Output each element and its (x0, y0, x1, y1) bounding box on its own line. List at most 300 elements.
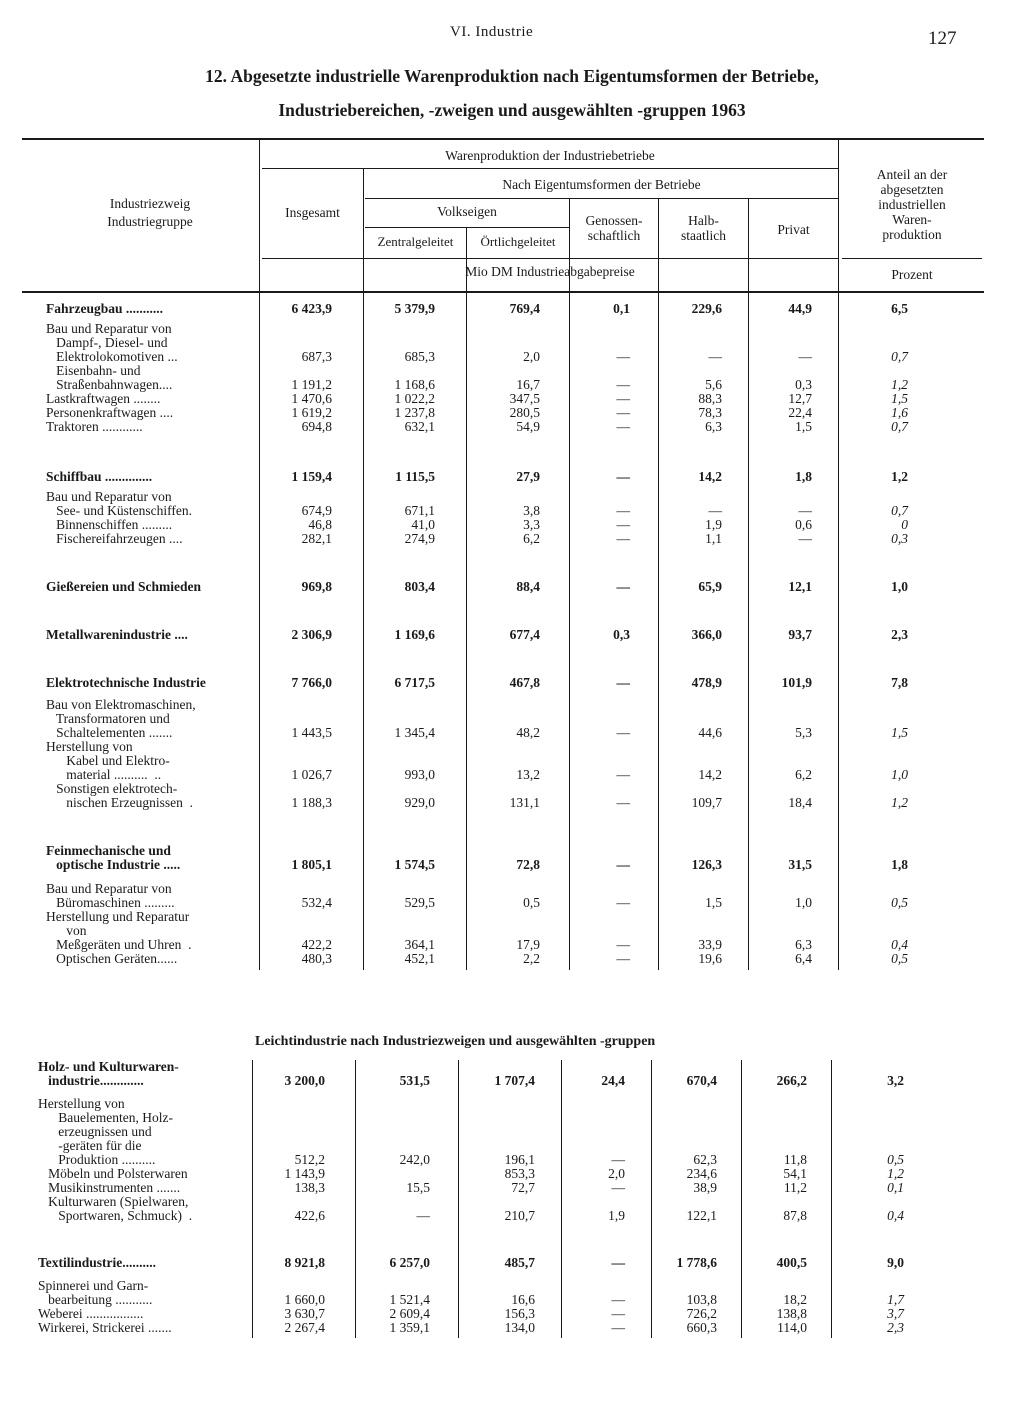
table-cell: 1 143,9 (284, 1166, 325, 1181)
table-cell: 422,2 (301, 937, 332, 952)
table-cell: 62,3 (693, 1152, 717, 1167)
leichtindustrie-title: Leichtindustrie nach Industriezweigen und ausgewählten -gruppen (255, 1034, 656, 1049)
row-label: Schiffbau .............. (46, 469, 153, 484)
table-cell: 16,7 (516, 377, 540, 392)
table-cell: 532,4 (301, 895, 332, 910)
table-cell: 1,5 (795, 419, 812, 434)
table-cell: 366,0 (691, 627, 722, 642)
table-cell: 769,4 (509, 301, 540, 316)
table-cell: 27,9 (516, 469, 540, 484)
table-cell: — (616, 951, 630, 966)
row-label: material .......... .. (46, 767, 162, 782)
table-cell: 0,4 (891, 937, 908, 952)
table-cell: 87,8 (783, 1208, 807, 1223)
table-cell: 229,6 (691, 301, 722, 316)
rule-above-prozent (842, 258, 982, 259)
table-cell: 6 717,5 (394, 675, 435, 690)
header-anteil: Anteil an der abgesetzten industriellen Waren- produktion (876, 167, 948, 242)
rule-under-warenproduktion (262, 168, 838, 169)
table-cell: 2 306,9 (291, 627, 332, 642)
table-cell: — (708, 349, 722, 364)
table-cell: 3 200,0 (284, 1073, 325, 1088)
table-cell: 726,2 (686, 1306, 717, 1321)
table-cell: — (616, 857, 630, 872)
table-cell: — (611, 1292, 625, 1307)
table-cell: 0,4 (887, 1208, 904, 1223)
table-row (0, 952, 1024, 967)
table-cell: 1,2 (891, 795, 908, 810)
table-cell: 109,7 (691, 795, 722, 810)
table-cell: 1 443,5 (291, 725, 332, 740)
table-cell: 2,3 (887, 1320, 904, 1335)
table-cell: 280,5 (509, 405, 540, 420)
table-cell: 126,3 (691, 857, 722, 872)
table-cell: 6,5 (891, 301, 908, 316)
table-cell: 0,5 (891, 951, 908, 966)
table-cell: 93,7 (788, 627, 812, 642)
table-cell: 677,4 (509, 627, 540, 642)
table-cell: 24,4 (601, 1073, 625, 1088)
table-cell: 196,1 (504, 1152, 535, 1167)
table-cell: 467,8 (509, 675, 540, 690)
row-label: Meßgeräten und Uhren . (46, 937, 192, 952)
row-label: Metallwarenindustrie .... (46, 627, 188, 642)
row-label: bearbeitung ........... (38, 1292, 153, 1307)
table-cell: 0,7 (891, 349, 908, 364)
table-cell: 122,1 (686, 1208, 717, 1223)
table-cell: 18,2 (783, 1292, 807, 1307)
table-cell: 6 423,9 (291, 301, 332, 316)
table-top-rule (22, 138, 984, 140)
table-cell: 480,3 (301, 951, 332, 966)
table-cell: 6,3 (795, 937, 812, 952)
table-cell: 2,2 (523, 951, 540, 966)
table-cell: 1 191,2 (291, 377, 332, 392)
header-nach-eigentum: Nach Eigentumsformen der Betriebe (502, 177, 701, 192)
header-insgesamt: Insgesamt (285, 205, 340, 220)
header-halbstaatlich: Halb- staatlich (681, 213, 726, 243)
row-label: Lastkraftwagen ........ (46, 391, 161, 406)
table-cell: 5,3 (795, 725, 812, 740)
table-row (0, 910, 1024, 925)
row-label: Weberei ................. (38, 1306, 144, 1321)
table-cell: 671,1 (404, 503, 435, 518)
table-cell: — (616, 795, 630, 810)
table-cell: 422,6 (294, 1208, 325, 1223)
table-cell: 1 521,4 (389, 1292, 430, 1307)
leicht-col-divider-4 (651, 1060, 652, 1338)
row-label: Herstellung von (38, 1096, 125, 1111)
table-cell: 41,0 (411, 517, 435, 532)
table-cell: 6 257,0 (389, 1255, 430, 1270)
table-cell: 234,6 (686, 1166, 717, 1181)
table-cell: 478,9 (691, 675, 722, 690)
table-cell: 1,0 (891, 579, 908, 594)
row-label: Büromaschinen ......... (46, 895, 175, 910)
row-label: Gießereien und Schmieden (46, 579, 202, 594)
table-cell: 1,8 (795, 469, 812, 484)
table-cell: 46,8 (308, 517, 332, 532)
table-cell: 1 574,5 (394, 857, 435, 872)
row-label: Herstellung und Reparatur (46, 909, 190, 924)
table-title-line2: Industriebereichen, -zweigen und ausgewählten -gruppen 1963 (278, 100, 746, 120)
table-cell: 670,4 (686, 1073, 717, 1088)
table-cell: 452,1 (404, 951, 435, 966)
table-cell: 138,3 (294, 1180, 325, 1195)
row-label: Traktoren ............ (46, 419, 143, 434)
table-cell: 1 022,2 (394, 391, 435, 406)
table-cell: 13,2 (516, 767, 540, 782)
section-header: VI. Industrie (450, 24, 534, 40)
table-cell: 14,2 (698, 469, 722, 484)
row-label: Möbeln und Polsterwaren (38, 1166, 188, 1181)
table-cell: 156,3 (504, 1306, 535, 1321)
table-cell: — (616, 377, 630, 392)
table-cell: 0,3 (795, 377, 812, 392)
row-label: von (46, 923, 87, 938)
table-cell: 88,4 (516, 579, 540, 594)
table-cell: 0,3 (613, 627, 630, 642)
table-cell: 88,3 (698, 391, 722, 406)
table-cell: 685,3 (404, 349, 435, 364)
table-cell: — (798, 531, 812, 546)
table-cell: 210,7 (504, 1208, 535, 1223)
table-cell: 1,5 (891, 725, 908, 740)
row-label: erzeugnissen und (38, 1124, 152, 1139)
leicht-col-divider-stub (252, 1060, 253, 1338)
row-label: Wirkerei, Strickerei ....... (38, 1320, 172, 1335)
table-cell: 1 188,3 (291, 795, 332, 810)
row-label: Fahrzeugbau ........... (46, 301, 164, 316)
row-label: nischen Erzeugnissen . (46, 795, 193, 810)
leicht-col-divider-1 (355, 1060, 356, 1338)
table-title-line1: 12. Abgesetzte industrielle Warenproduktion nach Eigentumsformen der Betriebe, (205, 66, 819, 86)
row-label: Produktion .......... (38, 1152, 156, 1167)
row-label: Sportwaren, Schmuck) . (38, 1208, 193, 1223)
table-cell: — (616, 405, 630, 420)
row-label: Straßenbahnwagen.... (46, 377, 173, 392)
table-cell: 48,2 (516, 725, 540, 740)
table-cell: 31,5 (788, 857, 812, 872)
table-cell: 3,2 (887, 1073, 904, 1088)
table-cell: 0,5 (523, 895, 540, 910)
row-label: Bau von Elektromaschinen, (46, 697, 196, 712)
table-cell: 0,7 (891, 503, 908, 518)
table-cell: 12,7 (788, 391, 812, 406)
stub-header-line2: Industriegruppe (107, 214, 193, 229)
table-cell: 17,9 (516, 937, 540, 952)
row-label: Elektrolokomotiven ... (46, 349, 178, 364)
table-cell: — (611, 1180, 625, 1195)
table-cell: 44,6 (698, 725, 722, 740)
table-row (0, 858, 1024, 873)
table-cell: 1,0 (795, 895, 812, 910)
table-cell: — (416, 1208, 430, 1223)
table-cell: 6,3 (705, 419, 722, 434)
table-row (0, 796, 1024, 811)
rule-under-eigentum (365, 198, 838, 199)
table-cell: 242,0 (399, 1152, 430, 1167)
row-label: Transformatoren und (46, 711, 170, 726)
table-cell: 7 766,0 (291, 675, 332, 690)
table-row (0, 628, 1024, 643)
table-cell: 1,5 (891, 391, 908, 406)
table-cell: 18,4 (788, 795, 812, 810)
table-cell: 1 778,6 (676, 1255, 717, 1270)
table-cell: — (708, 503, 722, 518)
table-cell: — (798, 349, 812, 364)
row-label: Kulturwaren (Spielwaren, (38, 1194, 189, 1209)
table-cell: 853,3 (504, 1166, 535, 1181)
table-cell: 1 805,1 (291, 857, 332, 872)
table-cell: 929,0 (404, 795, 435, 810)
table-cell: 400,5 (776, 1255, 807, 1270)
leicht-col-divider-3 (561, 1060, 562, 1338)
header-volkseigen: Volkseigen (437, 204, 497, 219)
rule-above-unit (262, 258, 838, 259)
table-cell: 1,7 (887, 1292, 904, 1307)
row-label: Elektrotechnische Industrie (46, 675, 206, 690)
table-cell: 1,6 (891, 405, 908, 420)
table-cell: 694,8 (301, 419, 332, 434)
table-cell: 1,2 (887, 1166, 904, 1181)
table-cell: 12,1 (788, 579, 812, 594)
table-cell: 1 707,4 (494, 1073, 535, 1088)
table-cell: 72,7 (511, 1180, 535, 1195)
table-cell: 1 237,8 (394, 405, 435, 420)
table-cell: 347,5 (509, 391, 540, 406)
table-cell: 54,1 (783, 1166, 807, 1181)
table-row (0, 1209, 1024, 1224)
table-cell: 19,6 (698, 951, 722, 966)
table-cell: 1,9 (608, 1208, 625, 1223)
table-cell: 531,5 (399, 1073, 430, 1088)
table-cell: — (611, 1152, 625, 1167)
table-cell: 969,8 (301, 579, 332, 594)
table-cell: 364,1 (404, 937, 435, 952)
row-label: Eisenbahn- und (46, 363, 141, 378)
table-cell: 1 169,6 (394, 627, 435, 642)
table-cell: — (616, 349, 630, 364)
row-label: Schaltelementen ....... (46, 725, 173, 740)
row-label: Spinnerei und Garn- (38, 1278, 149, 1293)
table-cell: — (798, 503, 812, 518)
header-bottom-rule (22, 291, 984, 293)
table-cell: — (616, 725, 630, 740)
row-label: industrie............. (38, 1073, 144, 1088)
table-cell: 9,0 (887, 1255, 904, 1270)
table-cell: 6,4 (795, 951, 812, 966)
table-cell: 38,9 (693, 1180, 717, 1195)
table-cell: — (616, 517, 630, 532)
table-cell: 101,9 (781, 675, 812, 690)
table-cell: 0,7 (891, 419, 908, 434)
table-cell: — (616, 419, 630, 434)
table-cell: 114,0 (777, 1320, 807, 1335)
header-unit-mio-dm: Mio DM Industrieabgabepreise (465, 264, 635, 279)
table-cell: 687,3 (301, 349, 332, 364)
row-label: Optischen Geräten...... (46, 951, 178, 966)
table-row (0, 1074, 1024, 1089)
table-cell: 6,2 (795, 767, 812, 782)
table-row (0, 580, 1024, 595)
table-cell: 1,5 (705, 895, 722, 910)
table-row (0, 676, 1024, 691)
table-cell: 1 470,6 (291, 391, 332, 406)
row-label: Bau und Reparatur von (46, 881, 172, 896)
row-label: Dampf-, Diesel- und (46, 335, 168, 350)
table-cell: 2,0 (608, 1166, 625, 1181)
table-cell: 1 168,6 (394, 377, 435, 392)
table-cell: 1 359,1 (389, 1320, 430, 1335)
table-cell: 78,3 (698, 405, 722, 420)
rule-under-volkseigen (365, 227, 569, 228)
table-cell: 0 (901, 517, 908, 532)
table-cell: — (616, 469, 630, 484)
table-cell: 3 630,7 (284, 1306, 325, 1321)
table-cell: — (616, 503, 630, 518)
table-cell: 0,6 (795, 517, 812, 532)
table-cell: 0,5 (887, 1152, 904, 1167)
header-zentralgeleitet: Zentralgeleitet (377, 234, 454, 249)
table-cell: 674,9 (301, 503, 332, 518)
table-row (0, 1256, 1024, 1271)
table-cell: — (616, 767, 630, 782)
table-cell: — (611, 1306, 625, 1321)
table-cell: 1,8 (891, 857, 908, 872)
table-cell: 0,1 (887, 1180, 904, 1195)
table-cell: 1 345,4 (394, 725, 435, 740)
leicht-col-divider-6 (831, 1060, 832, 1338)
table-cell: 8 921,8 (284, 1255, 325, 1270)
row-label: Binnenschiffen ......... (46, 517, 173, 532)
table-cell: 138,8 (776, 1306, 807, 1321)
table-cell: — (616, 531, 630, 546)
table-cell: 803,4 (404, 579, 435, 594)
table-cell: 2,0 (523, 349, 540, 364)
table-cell: 2,3 (891, 627, 908, 642)
table-cell: 54,9 (516, 419, 540, 434)
header-unit-prozent: Prozent (891, 267, 933, 282)
table-row (0, 532, 1024, 547)
table-cell: 14,2 (698, 767, 722, 782)
table-cell: 6,2 (523, 531, 540, 546)
row-label: Herstellung von (46, 739, 133, 754)
table-cell: — (611, 1320, 625, 1335)
table-cell: 266,2 (776, 1073, 807, 1088)
table-row (0, 406, 1024, 421)
table-cell: 11,2 (783, 1180, 807, 1195)
table-cell: 11,8 (783, 1152, 807, 1167)
table-row (0, 470, 1024, 485)
table-cell: 131,1 (509, 795, 540, 810)
table-cell: 44,9 (788, 301, 812, 316)
row-label: See- und Küstenschiffen. (46, 503, 192, 518)
table-cell: 993,0 (404, 767, 435, 782)
table-cell: — (616, 579, 630, 594)
table-cell: 1,2 (891, 377, 908, 392)
row-label: -geräten für die (38, 1138, 142, 1153)
table-cell: 3,3 (523, 517, 540, 532)
header-genossenschaftlich: Genossen- schaftlich (585, 213, 643, 243)
table-cell: 1,0 (891, 767, 908, 782)
row-label: Holz- und Kulturwaren- (38, 1059, 179, 1074)
leicht-col-divider-2 (458, 1060, 459, 1338)
table-cell: 5,6 (705, 377, 722, 392)
table-cell: 3,8 (523, 503, 540, 518)
table-cell: 1 026,7 (291, 767, 332, 782)
table-cell: 1 115,5 (395, 469, 435, 484)
table-cell: 3,7 (887, 1306, 904, 1321)
row-label: Musikinstrumenten ....... (38, 1180, 181, 1195)
row-label: Sonstigen elektrotech- (46, 781, 178, 796)
table-row (0, 1321, 1024, 1336)
row-label: Textilindustrie.......... (38, 1255, 157, 1270)
stub-header-line1: Industriezweig (109, 196, 191, 211)
table-cell: 1 660,0 (284, 1292, 325, 1307)
table-cell: 15,5 (406, 1180, 430, 1195)
table-cell: 0,5 (891, 895, 908, 910)
row-label: Fischereifahrzeugen .... (46, 531, 183, 546)
table-cell: 1 619,2 (291, 405, 332, 420)
table-cell: 2 267,4 (284, 1320, 325, 1335)
table-cell: 282,1 (301, 531, 332, 546)
table-row (0, 302, 1024, 317)
header-warenproduktion: Warenproduktion der Industriebetriebe (445, 148, 655, 163)
table-cell: 33,9 (698, 937, 722, 952)
row-label: optische Industrie ..... (46, 857, 181, 872)
page-number: 127 (928, 28, 957, 49)
table-cell: 1 159,4 (291, 469, 332, 484)
leicht-col-divider-5 (741, 1060, 742, 1338)
table-cell: 512,2 (294, 1152, 325, 1167)
row-label: Personenkraftwagen .... (46, 405, 174, 420)
table-cell: 1,9 (705, 517, 722, 532)
table-cell: 22,4 (788, 405, 812, 420)
table-row (0, 420, 1024, 435)
table-cell: 0,3 (891, 531, 908, 546)
table-cell: 529,5 (404, 895, 435, 910)
table-cell: 660,3 (686, 1320, 717, 1335)
table-cell: 2 609,4 (389, 1306, 430, 1321)
row-label: Feinmechanische und (46, 843, 171, 858)
header-oertlichgeleitet: Örtlichgeleitet (480, 234, 556, 249)
row-label: Bau und Reparatur von (46, 489, 172, 504)
table-cell: 0,1 (613, 301, 630, 316)
row-label: Kabel und Elektro- (46, 753, 170, 768)
header-privat: Privat (777, 222, 810, 237)
table-row (0, 726, 1024, 741)
table-cell: 632,1 (404, 419, 435, 434)
table-cell: 1,2 (891, 469, 908, 484)
table-cell: — (616, 895, 630, 910)
table-cell: — (616, 675, 630, 690)
table-cell: 134,0 (504, 1320, 535, 1335)
row-label: Bauelementen, Holz- (38, 1110, 173, 1125)
row-label: Bau und Reparatur von (46, 321, 172, 336)
table-cell: 5 379,9 (394, 301, 435, 316)
table-cell: 7,8 (891, 675, 908, 690)
table-row (0, 1111, 1024, 1126)
table-cell: — (616, 937, 630, 952)
table-cell: 72,8 (516, 857, 540, 872)
table-cell: 16,6 (511, 1292, 535, 1307)
table-cell: 485,7 (504, 1255, 535, 1270)
table-cell: 1,1 (705, 531, 722, 546)
table-row (0, 350, 1024, 365)
table-cell: — (616, 391, 630, 406)
table-row (0, 1125, 1024, 1140)
